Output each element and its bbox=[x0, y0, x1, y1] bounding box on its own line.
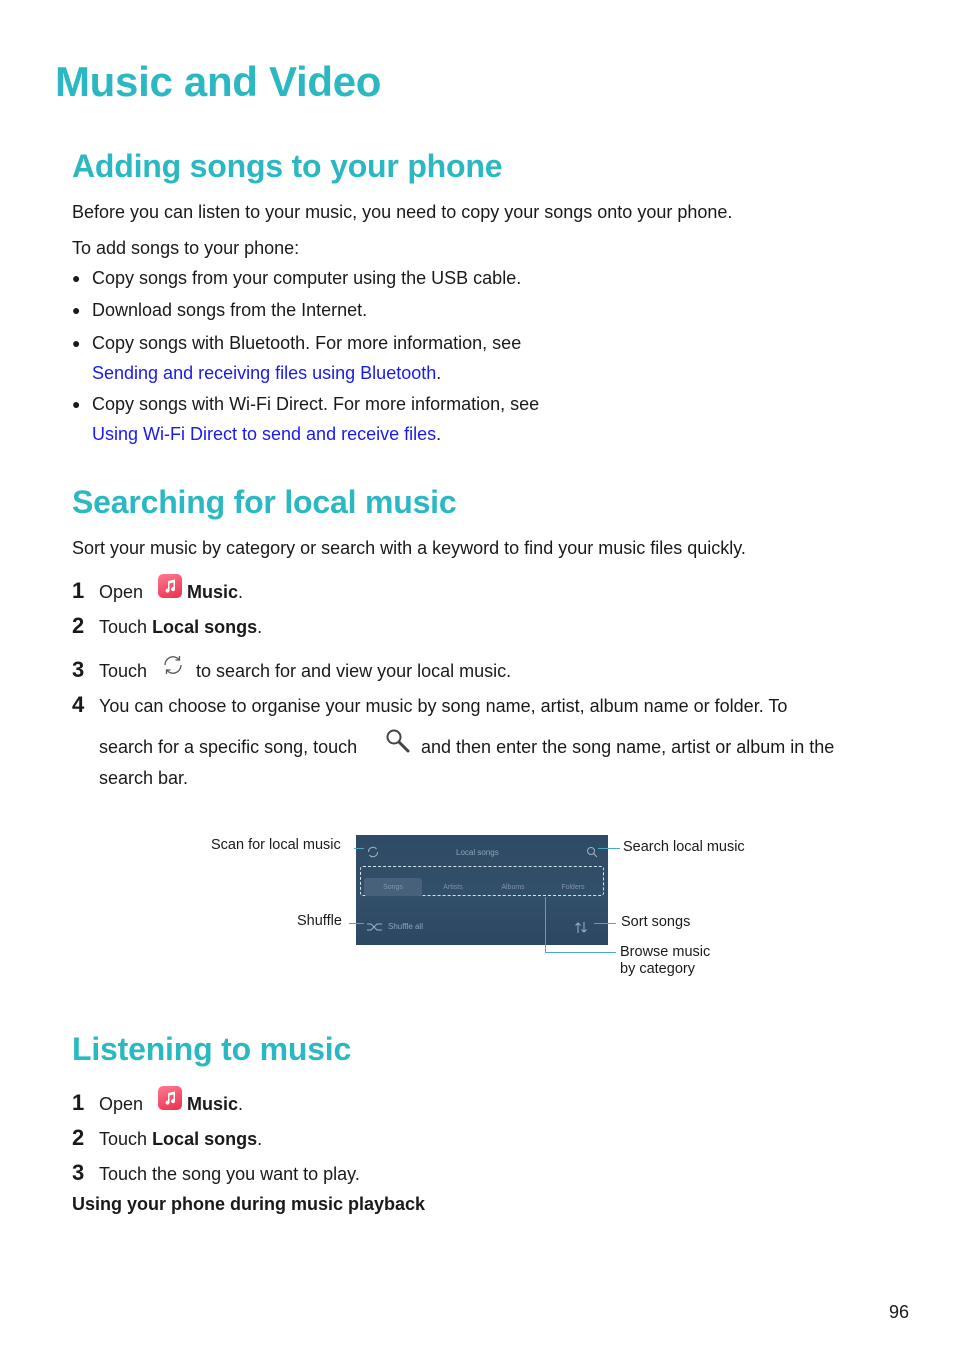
callout-shuffle: Shuffle bbox=[297, 913, 342, 929]
adding-bullet-4: Copy songs with Wi-Fi Direct. For more information, see bbox=[92, 394, 540, 414]
adding-bullet-4-link-line bbox=[92, 424, 441, 445]
step-text: Open bbox=[99, 582, 144, 602]
adding-bullet-3-link-line bbox=[92, 363, 441, 384]
step-1-text bbox=[99, 582, 143, 603]
music-app-icon bbox=[158, 574, 182, 598]
adding-bullet-3: Copy songs with Bluetooth. For more information, see bbox=[92, 333, 522, 353]
tab-albums[interactable]: Albums bbox=[501, 883, 525, 891]
step-number: 1 bbox=[72, 1090, 85, 1115]
bullet-icon: ● bbox=[72, 396, 81, 412]
step-number: 1 bbox=[72, 578, 85, 603]
punctuation: . bbox=[436, 363, 442, 383]
bullet-icon: ● bbox=[72, 302, 81, 318]
callout-search: Search local music bbox=[623, 839, 745, 855]
callout-browse-line-1: Browse music bbox=[620, 944, 711, 960]
step-4-line-2-pre: search for a specific song, touch bbox=[99, 737, 358, 757]
punctuation: . bbox=[436, 424, 442, 444]
step-4-line-1: You can choose to organise your music by song name, artist, album name or folder. To bbox=[99, 696, 788, 716]
playback-subheading: Using your phone during music playback bbox=[72, 1194, 426, 1214]
step-3-post: to search for and view your local music. bbox=[196, 661, 512, 681]
step-text: Touch bbox=[99, 617, 148, 637]
section-heading-listening: Listening to music bbox=[72, 1031, 352, 1067]
listen-step-2 bbox=[99, 1129, 262, 1150]
callout-line-scan bbox=[354, 848, 364, 849]
refresh-icon bbox=[160, 652, 186, 678]
tab-artists[interactable]: Artists bbox=[443, 883, 463, 891]
page-number: 96 bbox=[889, 1302, 910, 1322]
step-number: 3 bbox=[72, 1160, 85, 1185]
search-icon bbox=[384, 728, 412, 754]
local-songs-screenshot bbox=[356, 835, 608, 945]
sort-icon[interactable] bbox=[574, 921, 588, 934]
callout-line-browse-horizontal bbox=[545, 952, 616, 953]
step-3-pre: Touch bbox=[99, 661, 148, 681]
step-text: Touch bbox=[99, 1129, 148, 1149]
music-app-icon bbox=[158, 1086, 182, 1110]
step-number: 4 bbox=[72, 692, 85, 717]
step-1-bold bbox=[187, 582, 243, 603]
callout-scan: Scan for local music bbox=[211, 837, 341, 853]
adding-bullet-2: Download songs from the Internet. bbox=[92, 300, 368, 320]
music-label: Music bbox=[187, 582, 239, 602]
wifi-direct-link[interactable]: Using Wi-Fi Direct to send and receive files bbox=[92, 424, 437, 444]
callout-sort: Sort songs bbox=[621, 914, 691, 930]
callout-line-search bbox=[598, 848, 620, 849]
step-number: 2 bbox=[72, 1125, 85, 1150]
punctuation: . bbox=[238, 1094, 244, 1114]
tab-folders[interactable]: Folders bbox=[561, 883, 585, 891]
step-4-line-3: search bar. bbox=[99, 768, 189, 788]
adding-intro: Before you can listen to your music, you need to copy your songs onto your phone. bbox=[72, 202, 733, 222]
punctuation: . bbox=[257, 617, 263, 637]
shuffle-all-label[interactable]: Shuffle all bbox=[388, 922, 423, 931]
bluetooth-link[interactable]: Sending and receiving files using Bluetooth bbox=[92, 363, 437, 383]
adding-lead: To add songs to your phone: bbox=[72, 238, 300, 258]
local-songs-label: Local songs bbox=[152, 1129, 258, 1149]
punctuation: . bbox=[238, 582, 244, 602]
listen-step-3: Touch the song you want to play. bbox=[99, 1164, 360, 1184]
step-number: 3 bbox=[72, 657, 85, 682]
scan-icon bbox=[366, 845, 380, 859]
section-heading-searching: Searching for local music bbox=[72, 484, 457, 520]
shuffle-icon[interactable] bbox=[366, 921, 384, 933]
bullet-icon: ● bbox=[72, 270, 81, 286]
music-label: Music bbox=[187, 1094, 239, 1114]
step-4-line-2-post: and then enter the song name, artist or album in the bbox=[421, 737, 835, 757]
listen-step-1-pre: Open bbox=[99, 1094, 144, 1114]
page-title: Music and Video bbox=[55, 58, 382, 105]
searching-intro: Sort your music by category or search with a keyword to find your music files quickly. bbox=[72, 538, 746, 558]
bullet-icon: ● bbox=[72, 335, 81, 351]
section-heading-adding: Adding songs to your phone bbox=[72, 148, 503, 184]
callout-browse-line-2: by category bbox=[620, 961, 695, 977]
callout-line-sort bbox=[594, 923, 616, 924]
tab-songs[interactable]: Songs bbox=[364, 878, 422, 896]
adding-bullet-1: Copy songs from your computer using the USB cable. bbox=[92, 268, 522, 288]
screen-title: Local songs bbox=[456, 848, 499, 857]
callout-line-shuffle bbox=[349, 923, 364, 924]
listen-step-1-bold bbox=[187, 1094, 243, 1115]
local-songs-label: Local songs bbox=[152, 617, 258, 637]
search-icon bbox=[585, 845, 599, 859]
step-2-text bbox=[99, 617, 262, 638]
step-number: 2 bbox=[72, 613, 85, 638]
callout-line-browse-vertical bbox=[545, 897, 546, 952]
punctuation: . bbox=[257, 1129, 263, 1149]
